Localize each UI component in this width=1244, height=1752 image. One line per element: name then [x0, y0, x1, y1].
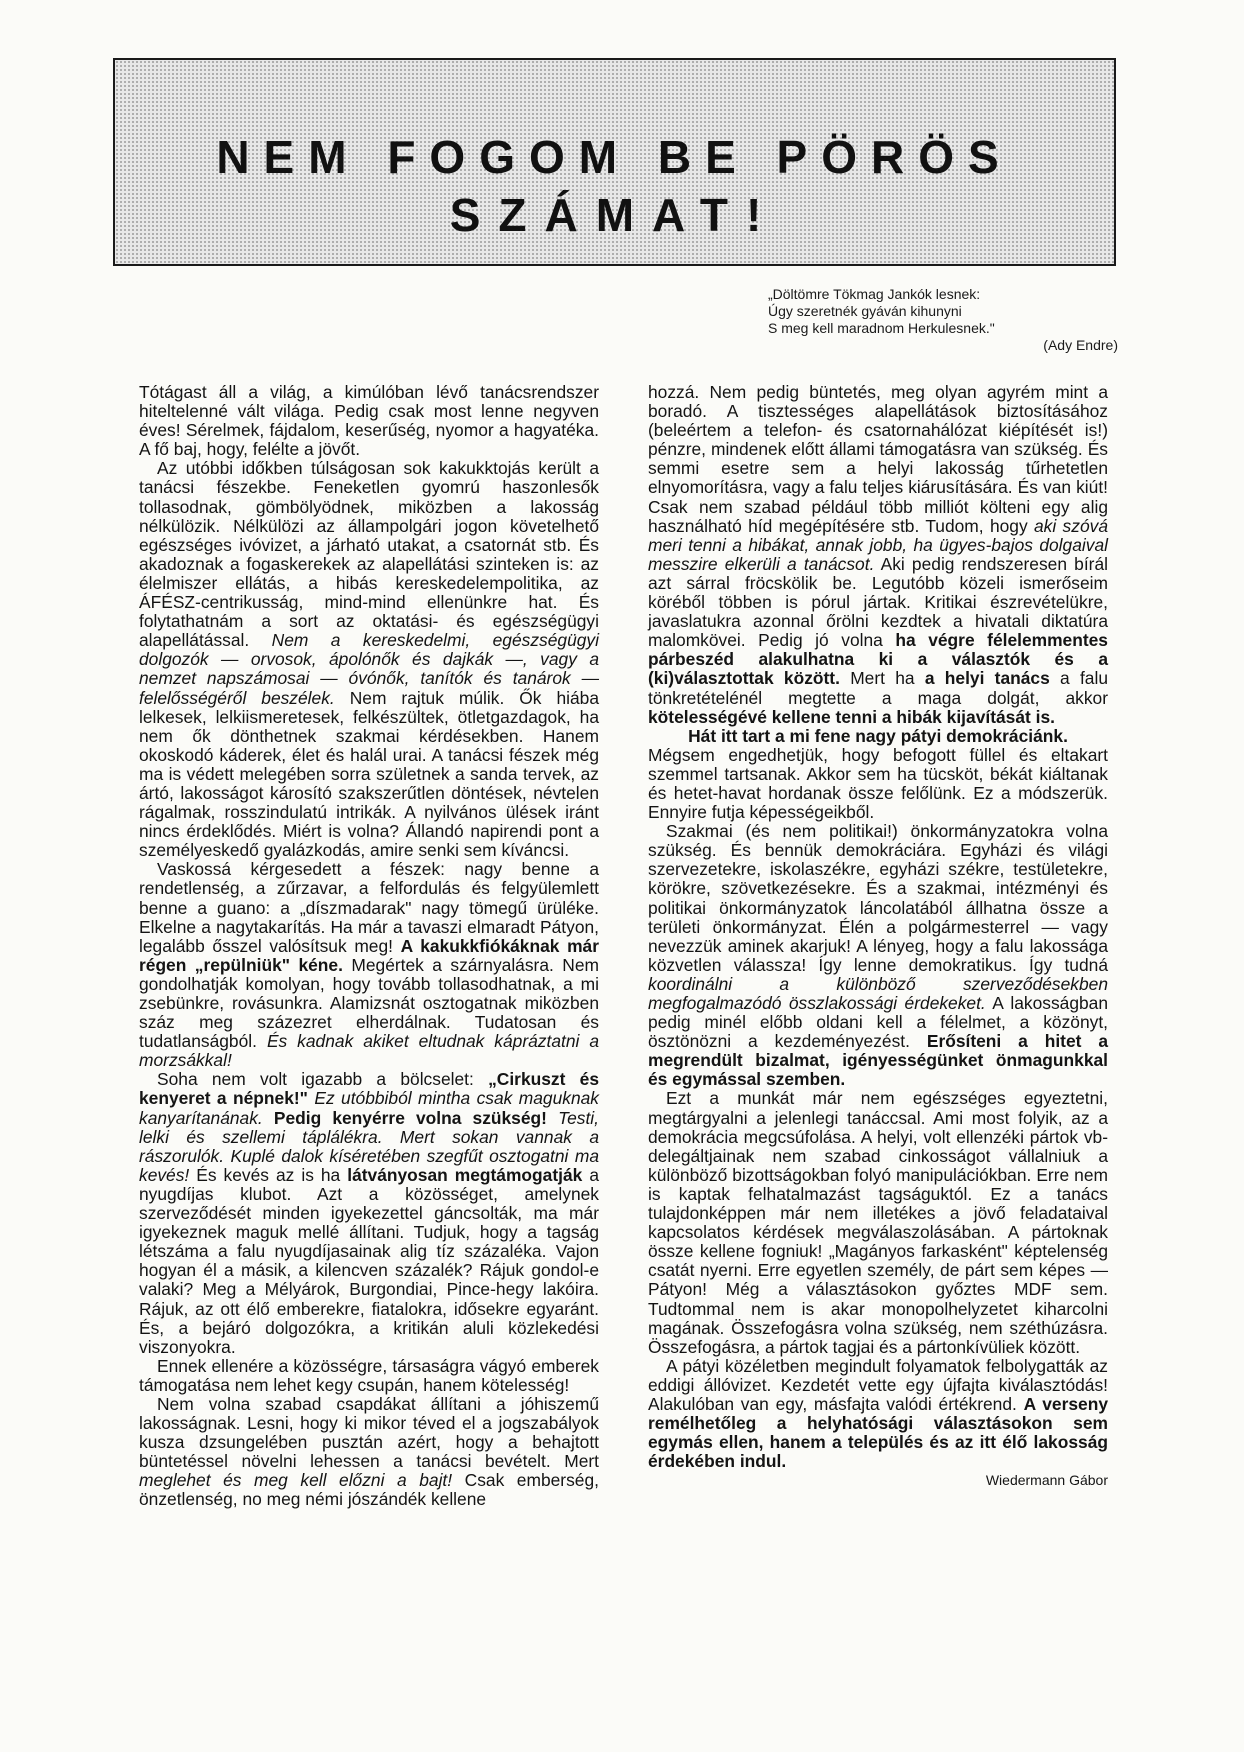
paragraph: Soha nem volt igazabb a bölcselet: „Cirkuszt és kenyeret a népnek!" Ez utóbbiból mintha csak maguknak kanyarítanának. Pedig kenyérre volna szükség! Testi, lelki és szellemi táplálékra. Mert sokan vannak a rászorulók. Kuplé dalok kíséretében szegfűt osztogatni ma kevés! És kevés az is ha látványosan megtámogatják a nyugdíjas klubot. Azt a közösséget, amelynek szerveződését minden igyekezettel gáncsolták, ma már igyekeznek maguk mellé állítani. Tudjuk, hogy a tagság létszáma a falu nyugdíjasainak alig tíz százaléka. Vajon hogyan él a másik, a kilencven százalék? Rájuk gondol-e valaki? Meg a Mélyárok, Burgondiai, Pince-hegy lakóira. Rájuk, az ott élő emberekre, fiatalokra, idősekre egyaránt. És, a bejáró dolgozókra, a kritikán aluli közlekedési viszonyokra. — [139, 1069, 599, 1357]
title-box — [113, 58, 1116, 266]
paragraph: A pátyi közéletben megindult folyamatok felbolygatták az eddigi állóvizet. Kezdetét vette egy újfajta kiválasztódás! Alakulóban van egy, másfajta valódi értékrend. A verseny remélhetőleg a helyhatósági választásokon sem egymás ellen, hanem a település és az itt élő lakosság érdekében indul. — [648, 1355, 1108, 1472]
epigraph-line-2: Úgy szeretnék gyáván kihunyni — [768, 303, 962, 319]
epigraph — [768, 286, 1118, 354]
paragraph: Ennek ellenére a közösségre, társaságra vágyó emberek támogatása nem lehet kegy csupán, hanem kötelesség! — [139, 1355, 599, 1395]
author-signature: Wiedermann Gábor — [985, 1472, 1108, 1489]
paragraph: Az utóbbi időkben túlságosan sok kakukktojás került a tanácsi fészekbe. Feneketlen gyomrú haszonlesők tollasodnak, gömbölyödnek, miközben a lakosság nélkülözik. Nélkülözi az állampolgári jogon követelhető egészséges ivóvizet, a járható utakat, a csatornát stb. És akadoznak a fogaskerekek az alapellátási szinteken is: az élelmiszer ellátás, a hibás kereskedelempolitika, az ÁFÉSZ-centrikusság, mind-mind ellenünkre hat. És folytathatnám a sort az oktatási- és egészségügyi alapellátással. Nem a kereskedelmi, egészségügyi dolgozók — orvosok, ápolónők és dajkák —, vagy a nemzet napszámosai — óvónők, tanítók és tanárok — felelősségéről beszélek. Nem rajtuk múlik. Ők hiába lelkesek, lelkiismeretesek, felkészültek, ötletgazdagok, ha nem ők dönthetnek szakmai kérdésekben. Hanem okoskodó káderek, élet és halál urai. A tanácsi fészek még ma is védett melegében sorra születnek a sanda tervek, az ártó, lakosságot károsító szakszerűtlen döntések, névtelen rágalmak, rosszindulatú intrikák. A nyilvános ülések iránt nincs érdeklődés. Miért is volna? Állandó napirendi pont a személyeskedő gyalázkodás, amire senki sem kíváncsi. — [139, 458, 599, 861]
article-title-line-1: NEM FOGOM BE PÖRÖS — [216, 131, 1013, 183]
paragraph: Ezt a munkát már nem egészséges egyeztetni, megtárgyalni a jelenlegi tanáccsal. Ami most folyik, az a demokrácia megcsúfolása. A helyi, volt ellenzéki pártok vb-delegáltjainak nem szabad cinkosságot vállalniuk a különböző bizottságokban folyó manipulációkban. Erre nem is kaptak felhatalmazást tagságuktól. Ez a tanács tulajdonképpen már nem illetékes a jövő feladataival kapcsolatos kérdések megválaszolásában. A pártoknak össze kellene fogniuk! „Magányos farkasként" képtelenség csatát nyerni. Erre egyetlen személy, de párt sem képes — Pátyon! Még a választásokon győztes MDF sem. Tudtommal nem is akar monopolhelyzetet kiharcolni magának. Összefogásra volna szükség, nem széthúzásra. Összefogásra, a pártok tagjai és a pártonkívüliek között. — [648, 1088, 1108, 1357]
paragraph: Tótágast áll a világ, a kimúlóban lévő tanácsrendszer hiteltelenné vált világa. Pedig csak most lenne negyven éves! Sérelmek, fájdalom, keserűség, nyomor a hagyatéka. A fő baj, hogy, felélte a jövőt. — [139, 382, 599, 460]
article-column-right — [648, 383, 1108, 1490]
emphasis-line: Hát itt tart a mi fene nagy pátyi demokráciánk. — [688, 725, 1068, 746]
article-title-line-2: SZÁMAT! — [449, 189, 780, 241]
epigraph-author: (Ady Endre) — [1043, 337, 1118, 353]
paragraph: Mégsem engedhetjük, hogy befogott füllel és eltakart szemmel tartsanak. Akkor sem ha tücsköt, békát kiáltanak és hetet-havat hordanak össze felőlünk. Ez a módszerük. Ennyire futja képességeikből. — [648, 744, 1108, 823]
paragraph: Vaskossá kérgesedett a fészek: nagy benne a rendetlenség, a zűrzavar, a felfordulás és felgyülemlett benne a guano: a „díszmadarak" nagy tömegű ürüléke. Elkelne a nagytakarítás. Ha már a tavaszi elmaradt Pátyon, legalább ősszel valósítsuk meg! A kakukkfiókáknak már régen „repülniük" kéne. Megértek a szárnyalásra. Nem gondolhatják komolyan, hogy tovább tollasodhatnak, a mi zsebünkre, rovásunkra. Alamizsnát osztogatnak miközben száz meg százezret elherdálnak. Tudatosan és tudatlanságból. És kadnak akiket eltudnak kápráztatni a morzsákkal! — [139, 859, 600, 1071]
paragraph: hozzá. Nem pedig büntetés, meg olyan agyrém mint a boradó. A tisztességes alapellátások biztosításához (beleértem a telefon- és csatornahálózat kiépítését is!) pénzre, mindenek előtt állami támogatásra van szükség. És semmi esetre sem a helyi lakosság tűrhetetlen elnyomorításra, vagy a falu teljes kiárusítására. És van kiút! Csak nem szabad például több milliót költeni egy alig használható híd megépítésére stb. Tudom, hogy aki szóvá meri tenni a hibákat, annak jobb, ha ügyes-bajos dolgaival messzire elkerüli a tanácsot. Aki pedig rendszeresen bírál azt sárral fröcskölik be. Legutóbb közeli ismerőseim köréből többen is pórul jártak. Kritikai észrevételükre, javaslatukra azonnal őrölni kezdtek a hivatali diktatúra malomkövei. Pedig jó volna ha végre félelemmentes párbeszéd alakulhatna ki a választók és a (ki)választottak között. Mert ha a helyi tanács a falu tönkretételénél megtette a maga dolgát, akkor kötelességévé kellene tenni a hibák kijavítását is. — [648, 382, 1109, 727]
article-column-left — [139, 383, 599, 1510]
paragraph: Nem volna szabad csapdákat állítani a jóhiszemű lakosságnak. Lesni, hogy ki mikor téved el a jogszabályok kusza dzsungelében pusztán azért, hogy a behajtott büntetéssel növelni lehessen a tanácsi bevételt. Mert meglehet és meg kell előzni a bajt! Csak emberség, önzetlenség, no meg némi jószándék kellene — [139, 1393, 599, 1510]
epigraph-line-3: S meg kell maradnom Herkulesnek." — [768, 320, 995, 336]
epigraph-line-1: „Döltömre Tökmag Jankók lesnek: — [768, 286, 981, 302]
paragraph: Szakmai (és nem politikai!) önkormányzatokra volna szükség. És bennük demokráciára. Egyházi és világi szervezetekre, iskolaszékre, egyházi székre, testületekre, körökre, szövetkezésekre. És a szakmai, intézményi és politikai önkormányzatok láncolatából állhatna össze a területi önkormányzat. Élén a polgármesterrel — vagy nevezzük aminek akarjuk! A lényeg, hogy a falu lakossága közvetlen válassza! Így lenne demokratikus. Így tudná koordinálni a különböző szerveződésekben megfogalmazódó összlakossági érdekeket. A lakosságban pedig minél előbb oldani kell a félelmet, a közönyt, ösztönözni a kezdeményezést. Erősíteni a hitet a megrendült bizalmat, igényességünket önmagunkkal és egymással szemben. — [648, 821, 1109, 1090]
